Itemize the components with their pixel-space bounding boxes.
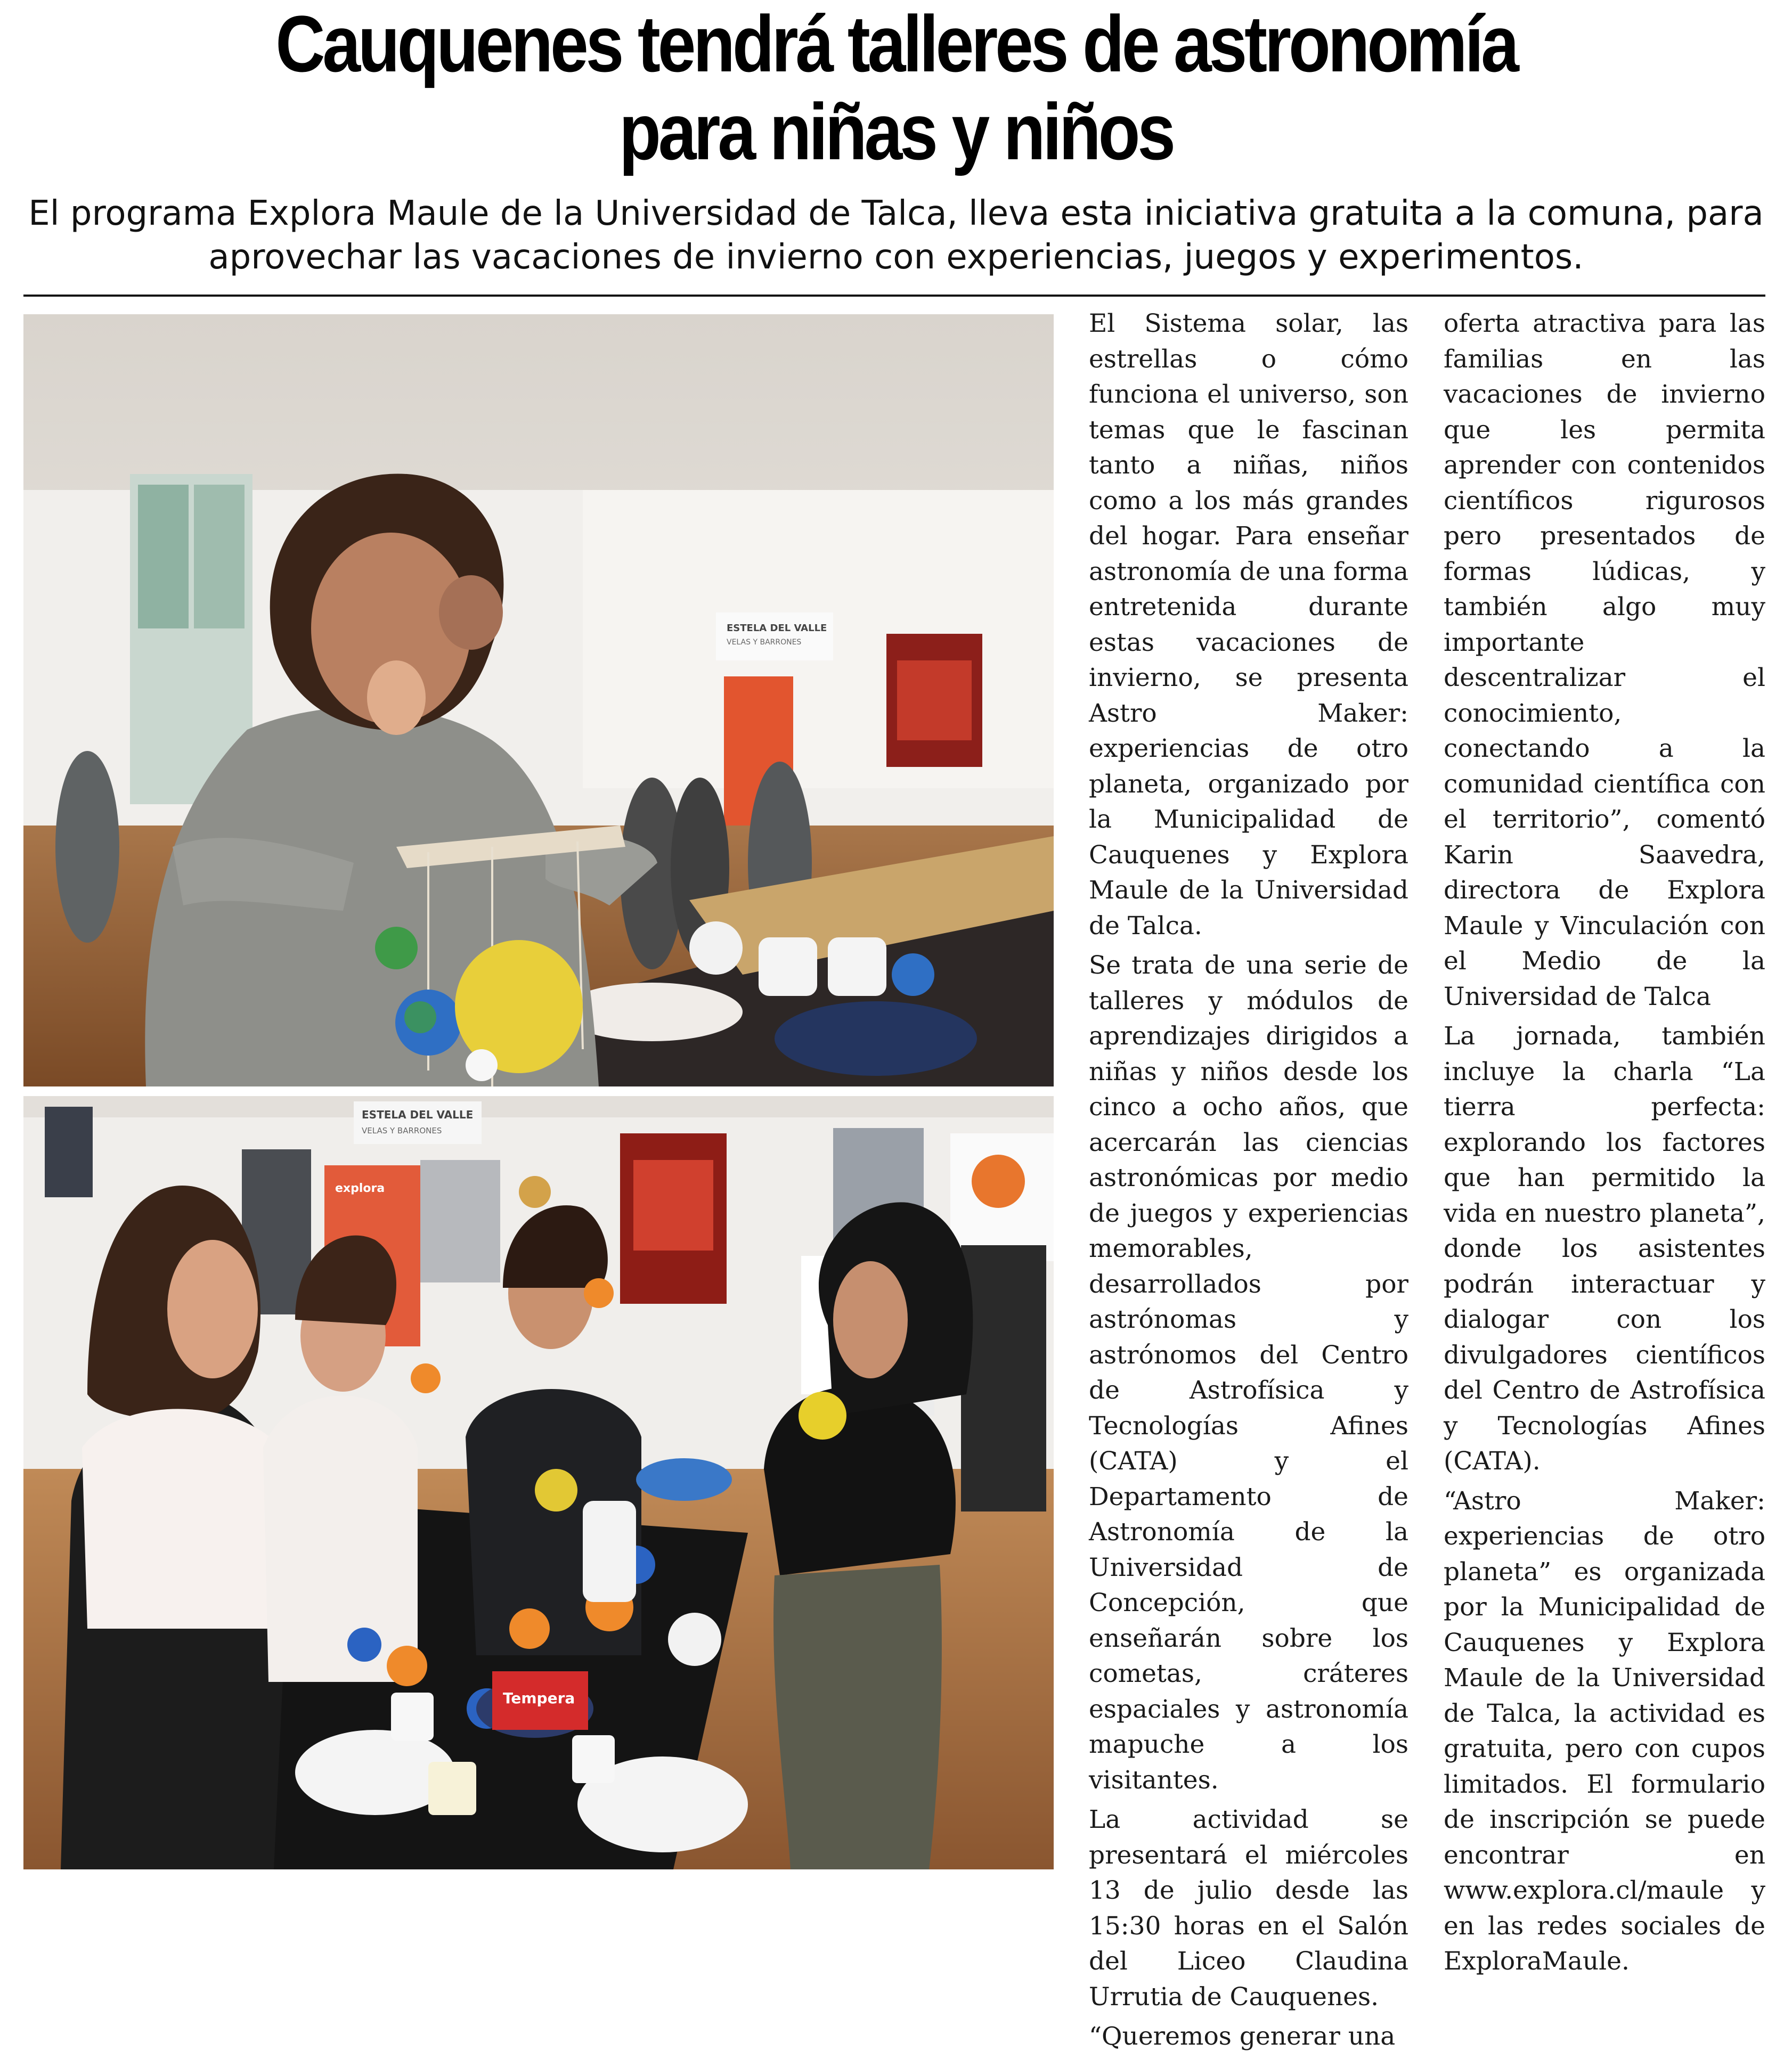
col1-paragraph-2: Se trata de una serie de talleres y módulos de aprendizajes dirigidos a niñas y niños desde los cinco a ocho años, que acercarán las ciencias astronómicas por medio de juegos y experiencias memorables, desarrollados por astrónomas y astrónomos del Centro de Astrofísica y Tecnologías Afines (CATA) y el Departamento de Astronomía de la Universidad de Concepción, que enseñarán sobre los cometas, cráteres espaciales y astronomía mapuche a los visitantes. (1089, 951, 1408, 1795)
subheadline-line-1: El programa Explora Maule de la Universidad de Talca, lleva esta iniciativa gratuita a la comuna, para (28, 194, 1764, 233)
article-column-1 (1089, 306, 1408, 2059)
subheadline-line-2: aprovechar las vacaciones de invierno con experiencias, juegos y experimentos. (208, 238, 1584, 277)
photo-bottom-banner-logo: explora (335, 1182, 385, 1195)
col1-paragraph-3: La actividad se presentará el miércoles 13 de julio desde las 15:30 horas en el Salón del Liceo Claudina Urrutia de Cauquenes. (1089, 1805, 1408, 2012)
col2-paragraph-2: La jornada, también incluye la charla “La tierra perfecta: explorando los factores que han permitido la vida en nuestro planeta”, donde los asistentes podrán interactuar y dialogar con los divulgadores científicos del Centro de Astrofísica y Tecnologías Afines (CATA). (1444, 1022, 1765, 1476)
headline (181, 0, 1612, 176)
photo-bottom-sign: ESTELA DEL VALLE (362, 1108, 474, 1121)
col2-paragraph-1: oferta atractiva para las familias en las vacaciones de invierno que les permita aprender con contenidos científicos rigurosos pero presentados de formas lúdicas, y también algo muy importante descentralizar el conocimiento, conectando a la comunidad científica con el territorio”, comentó Karin Saavedra, directora de Explora Maule y Vinculación con el Medio de la Universidad de Talca (1444, 309, 1765, 1011)
col2-paragraph-3: “Astro Maker: experiencias de otro planeta” es organizada por la Municipalidad de Cauquenes y Explora Maule de la Universidad de Talca, la actividad es gratuita, pero con cupos limitados. El formulario de inscripción se puede encontrar en www.explora.cl/maule y en las redes sociales de ExploraMaule. (1444, 1486, 1765, 1976)
photo-top-sign-sub: VELAS Y BARRONES (727, 638, 802, 647)
col1-paragraph-4: “Queremos generar una (1089, 2022, 1396, 2051)
article-column-2 (1444, 306, 1765, 1984)
photo-girl-with-solar-system-mobile (23, 314, 1054, 1086)
photo-top-sign: ESTELA DEL VALLE (727, 623, 827, 634)
col1-paragraph-1: El Sistema solar, las estrellas o cómo funciona el universo, son temas que le fascinan tanto a niñas, niños como a los más grandes del hogar. Para enseñar astronomía de una forma entretenida durante estas vacaciones de invierno, se presenta Astro Maker: experiencias de otro planeta, organizado por la Municipalidad de Cauquenes y Explora Maule de la Universidad de Talca. (1089, 309, 1409, 941)
photo-bottom-cup-label: Tempera (503, 1689, 575, 1707)
photo-bottom-sign-sub: VELAS Y BARRONES (362, 1126, 442, 1135)
photo-top-illustration (23, 314, 1054, 1086)
photo-children-painting-planets (23, 1096, 1054, 1869)
headline-line-1: Cauquenes tendrá talleres de astronomía (275, 0, 1517, 88)
section-divider (23, 295, 1765, 297)
subheadline (21, 192, 1771, 279)
photo-bottom-illustration (23, 1096, 1054, 1869)
headline-line-2: para niñas y niños (619, 87, 1173, 176)
